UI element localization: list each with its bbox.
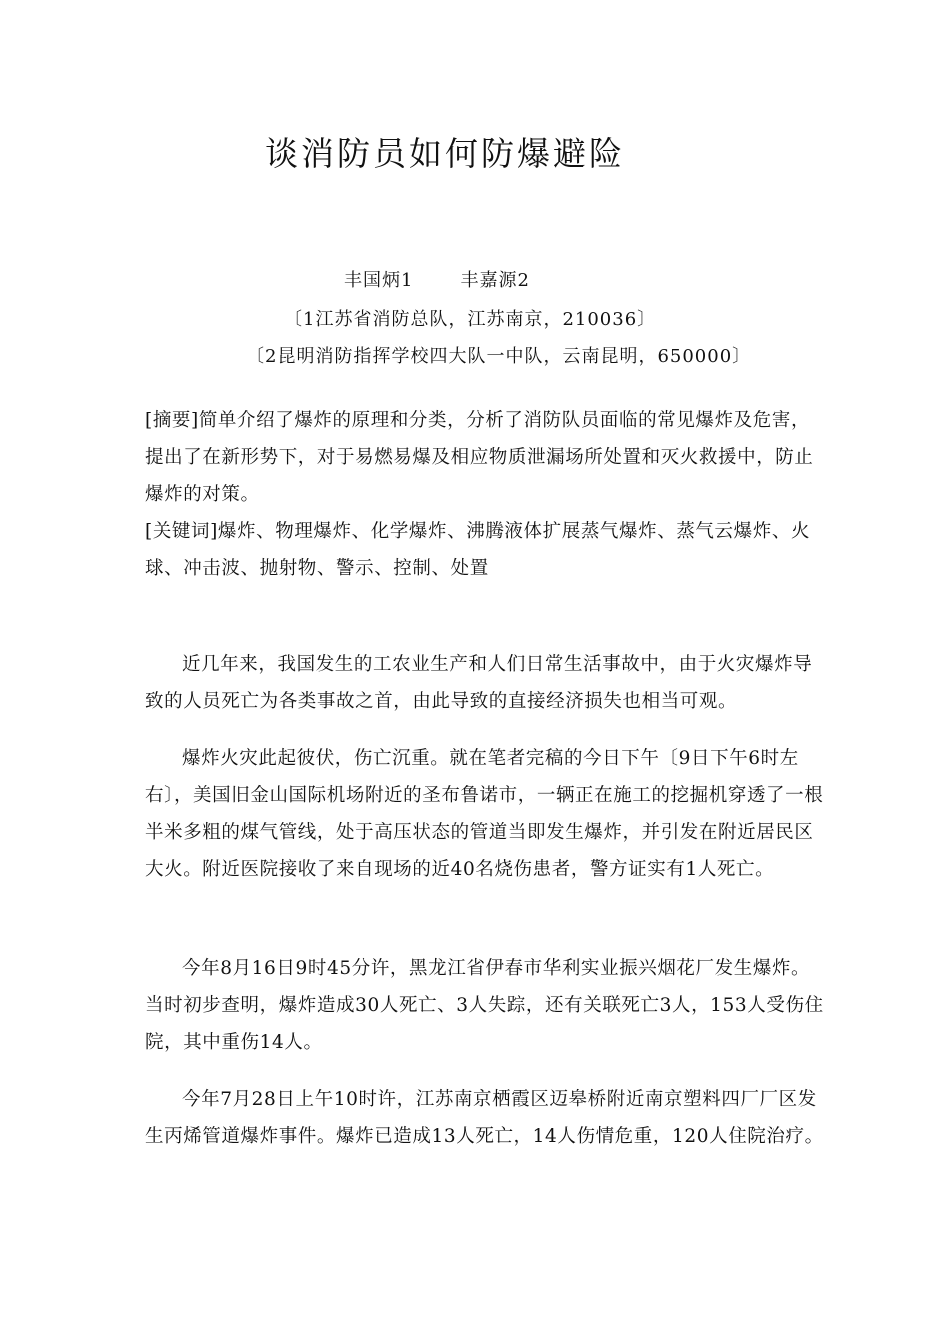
body-paragraph-2: 爆炸火灾此起彼伏，伤亡沉重。就在笔者完稿的今日下午〔9日下午6时左右〕，美国旧金山国际机场附近的圣布鲁诺市，一辆正在施工的挖掘机穿透了一根半米多粗的煤气管线，处于高压状态的管道当即发生爆炸，并引发在附近居民区大火。附近医院接收了来自现场的近40名烧伤患者，警方证实有1人死亡。 [145, 748, 824, 880]
body-paragraph-1: 近几年来，我国发生的工农业生产和人们日常生活事故中，由于火灾爆炸导致的人员死亡为各类事故之首，由此导致的直接经济损失也相当可观。 [145, 654, 813, 712]
body-paragraph-4: 今年7月28日上午10时许，江苏南京栖霞区迈皋桥附近南京塑料四厂厂区发生丙烯管道爆炸事件。爆炸已造成13人死亡，14人伤情危重，120人住院治疗。 [145, 1089, 824, 1147]
keywords: [关键词]爆炸、物理爆炸、化学爆炸、沸腾液体扩展蒸气爆炸、蒸气云爆炸、火球、冲击波、抛射物、警示、控制、处置 [145, 521, 811, 579]
document-title: 谈消防员如何防爆避险 [265, 134, 625, 173]
body-paragraph-3: 今年8月16日9时45分许，黑龙江省伊春市华利实业振兴烟花厂发生爆炸。当时初步查明，爆炸造成30人死亡、3人失踪，还有关联死亡3人，153人受伤住院，其中重伤14人。 [145, 958, 824, 1053]
affiliation-1: 〔1江苏省消防总队，江苏南京，210036〕 [284, 309, 657, 330]
abstract: [摘要]简单介绍了爆炸的原理和分类，分析了消防队员面临的常见爆炸及危害，提出了在新形势下，对于易燃易爆及相应物质泄漏场所处置和灭火救援中，防止爆炸的对策。 [145, 410, 814, 505]
author-line: 丰国炳1 丰嘉源2 [344, 270, 530, 291]
affiliation-2: 〔2昆明消防指挥学校四大队一中队，云南昆明，650000〕 [246, 346, 752, 367]
